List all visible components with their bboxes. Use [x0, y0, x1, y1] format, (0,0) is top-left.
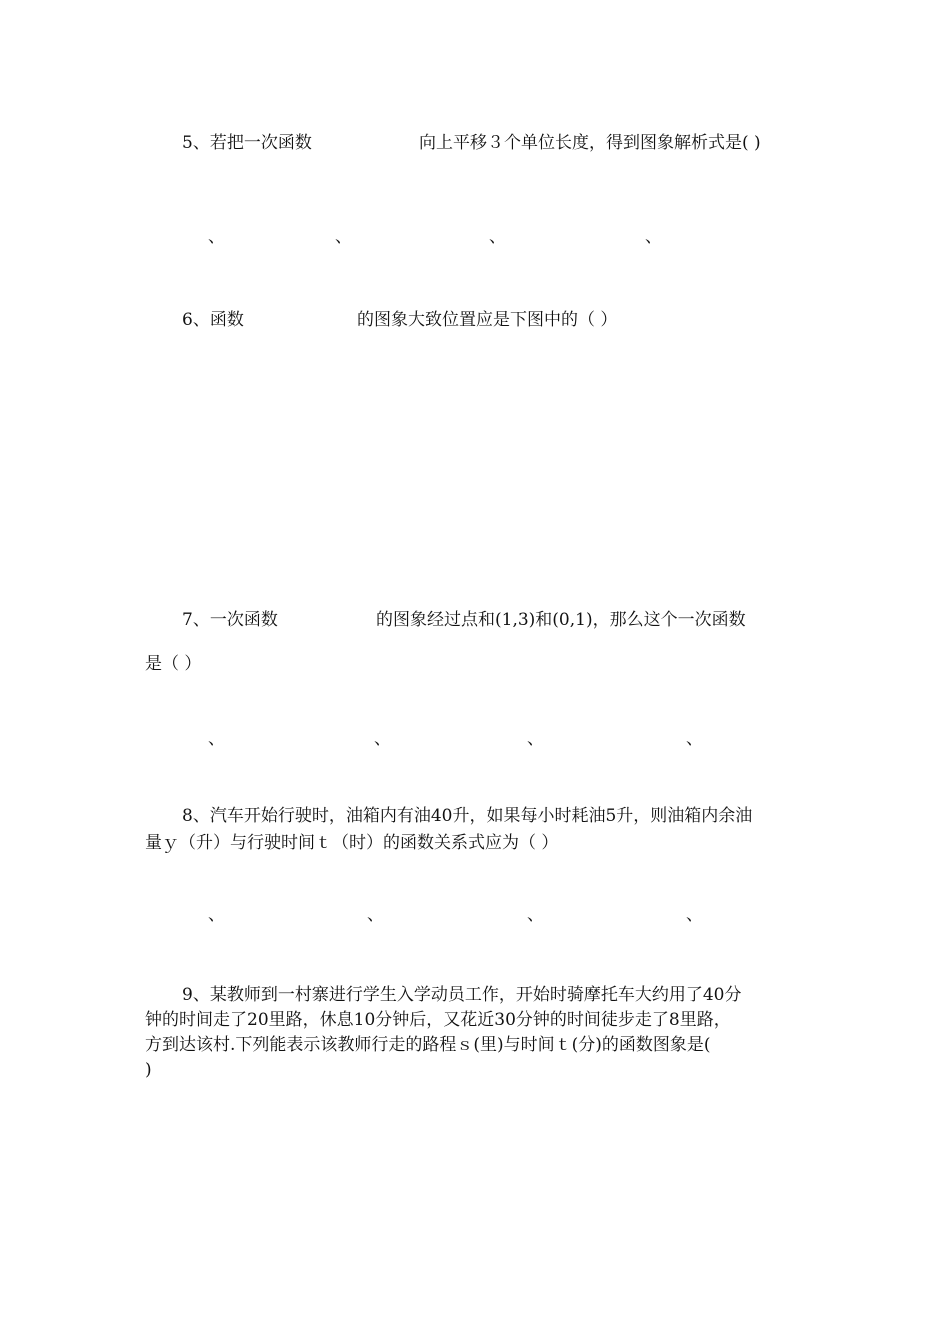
question-8-option-b: 、	[367, 905, 384, 925]
question-8-line-1: 8、汽车开始行驶时，油箱内有油40升，如果每小时耗油5升，则油箱内余油	[182, 806, 753, 826]
question-5-stem-start: 5、若把一次函数	[182, 133, 312, 153]
question-7-option-d: 、	[686, 729, 703, 749]
question-8-line-2: 量ｙ（升）与行驶时间ｔ（时）的函数关系式应为（ ）	[145, 833, 559, 853]
question-8-option-d: 、	[686, 905, 703, 925]
question-7-option-a: 、	[208, 729, 225, 749]
question-5-option-c: 、	[489, 227, 506, 247]
question-9-line-1: 9、某教师到一村寨进行学生入学动员工作，开始时骑摩托车大约用了40分	[182, 985, 742, 1005]
question-9-line-2: 钟的时间走了20里路，休息10分钟后，又花近30分钟的时间徒步走了8里路，	[145, 1010, 731, 1030]
question-9-line-3: 方到达该村.下列能表示该教师行走的路程ｓ(里)与时间ｔ(分)的函数图象是(	[145, 1035, 711, 1055]
question-5-option-d: 、	[645, 227, 662, 247]
question-7-option-b: 、	[374, 729, 391, 749]
question-8-option-a: 、	[208, 905, 225, 925]
question-7-stem-end: 的图象经过点和(1,3)和(0,1)，那么这个一次函数	[376, 610, 746, 630]
question-5-option-b: 、	[335, 227, 352, 247]
question-6-stem-end: 的图象大致位置应是下图中的（ ）	[357, 310, 618, 330]
question-6-stem-start: 6、函数	[182, 310, 244, 330]
question-8-option-c: 、	[527, 905, 544, 925]
question-7-line-2: 是（ ）	[145, 654, 202, 674]
question-7-option-c: 、	[527, 729, 544, 749]
question-5-stem-end: 向上平移３个单位长度，得到图象解析式是( )	[419, 133, 761, 153]
question-5-option-a: 、	[208, 227, 225, 247]
question-7-stem-start: 7、一次函数	[182, 610, 278, 630]
question-9-line-4: )	[145, 1060, 152, 1080]
